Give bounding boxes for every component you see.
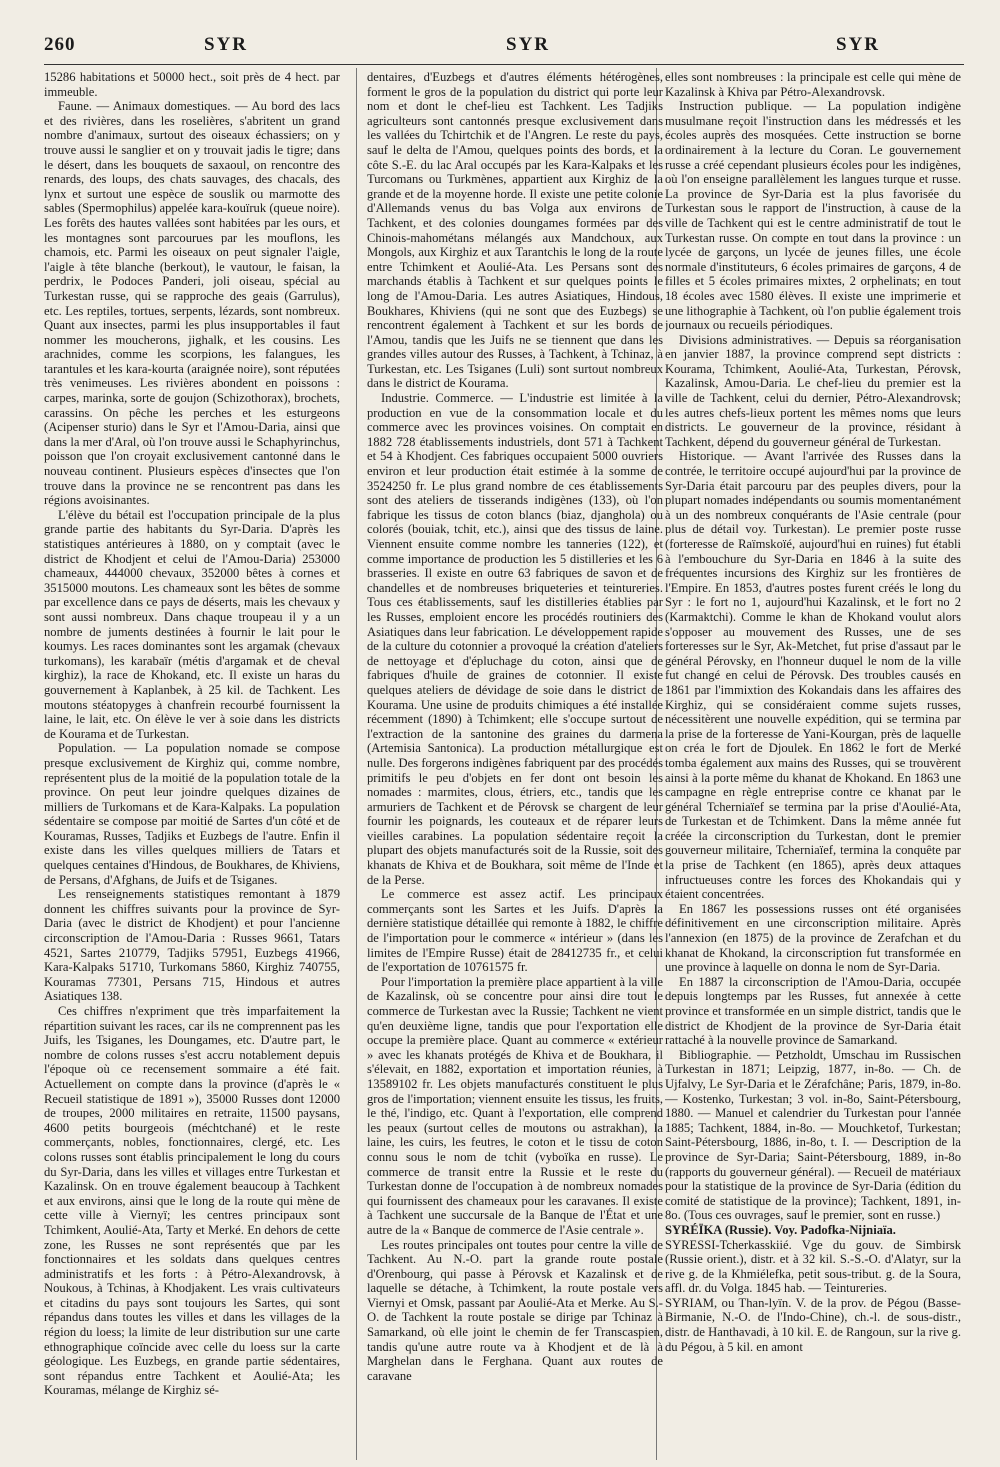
paragraph: dentaires, d'Euzbegs et d'autres éléments hétérogènes, forment le gros de la population du district qui porte leur nom et dont le chef-lieu est Tachkent. Les Tadjiks agriculteurs sont cantonnés presque exclusivement dans les vallées du Tchirtchik et de l'Angren. Le reste du pays, sauf le delta de l'Amou, quelques points des bords, et la côte S.-E. du lac Aral occupés par les Kara-Kalpaks et les Turcomans ou Turkmènes, appartient aux Kirghiz de la grande et de la moyenne horde. Il existe une petite colonie d'Allemands venus du bas Volga aux environs de Tachkent, et des colonies doungames formées par des Chinois-mahométans mélangés aux Mandchoux, aux Mongols, aux Kirghiz et aux Tarantchis le long de la route entre Tchimkent et Aoulié-Ata. Les Persans sont des marchands établis à Tachkent et sur quelques points le long de l'Amou-Daria. Les autres Asiatiques, Hindous, Boukhares, Khiviens (qui ne sont que des Euzbegs) se rencontrent également à Tachkent et sur les bords de l'Amou, tandis que les Juifs ne se tiennent que dans les grandes villes autour des Russes, à Tachkent, à Tchinaz, à Turkestan, etc. Les Tsiganes (Luli) sont surtout nombreux dans le district de Kourama.: [367, 70, 663, 391]
paragraph: Population. — La population nomade se compose presque exclusivement de Kirghiz qui, comme nombre, représentent plus de la moitié de la population totale de la province. On peut leur joindre quelques dizaines de milliers de Turkomans et de Kara-Kalpaks. La population sédentaire se compose par moitié de Sartes d'un côté et de Kouramas, Russes, Tadjiks et Euzbegs de l'autre. Enfin il existe dans les villes quelques milliers de Tatars et quelques centaines d'Hindous, de Boukhares, de Khiviens, de Persans, d'Afghans, de Juifs et de Tsiganes.: [44, 741, 340, 887]
paragraph: Ces chiffres n'expriment que très imparfaitement la répartition suivant les races, car ils ne comprennent pas les Juifs, les Tsiganes, les Doungames, etc. D'autre part, le nombre de colons russes s'est accru notablement depuis l'époque où ce recensement sommaire a été fait. Actuellement on compte dans la province (d'après le « Recueil statistique de 1891 »), 35000 Russes dont 12000 de troupes, 2000 militaires en retraite, 11500 paysans, 4600 petits bourgeois (méchtchané) et le reste commerçants, nobles, fonctionnaires, clergé, etc. Les colons russes sont établis principalement le long du cours du Syr-Daria, dans les villes et villages entre Turkestan et Kazalinsk. On en trouve également beaucoup à Tachkent et aux environs, ainsi que le long de la route qui mène de cette ville à Viernyï; les centres principaux sont Tchimkent, Aoulié-Ata, Tarty et Merké. En dehors de cette zone, les Russes ne sont représentés que par les fonctionnaires et les soldats dans quelques centres administratifs et les forts : à Pétro-Alexandrovsk, à Noukous, à Tchinas, à Khodjakent. Les vrais cultivateurs et citadins du pays sont toujours les Sartes, qui sont répandus dans toutes les villes et dans les villages de la région du loess; la limite de leur distribution sur une carte ethnographique coïncide avec celle du loess sur la carte géologique. Les Euzbegs, en grande partie sédentaires, sont répandus entre Tachkent et Aoulié-Ata; les Kouramas, mélange de Kirghiz sé-: [44, 1004, 340, 1398]
dictionary-entry: SYRESSI-Tcherkasskiié. Vge du gouv. de Simbirsk (Russie orient.), distr. et à 32 kil. S.-S.-O. d'Alatyr, sur la rive g. de la Khmiélefka, petit sous-tribut. g. de la Soura, affl. dr. du Volga. 1845 hab. — Teintureries.: [665, 1237, 961, 1296]
paragraph: Divisions administratives. — Depuis sa réorganisation en janvier 1887, la province comprend sept districts : Kourama, Tchimkent, Aoulié-Ata, Turkestan, Pérovsk, Kazalinsk, Amou-Daria. Le chef-lieu du premier est la ville de Tachkent, celui du dernier, Pétro-Alexandrovsk; les autres chefs-lieux portent les mêmes noms que leurs districts. Le gouverneur de la province, résidant à Tachkent, dépend du gouverneur général de Turkestan.: [665, 332, 961, 449]
running-title-left: SYR: [204, 34, 249, 55]
column-divider: [356, 68, 357, 1460]
running-title-right: SYR: [836, 34, 881, 55]
running-title-center: SYR: [506, 34, 551, 55]
paragraph: Le commerce est assez actif. Les principaux commerçants sont les Sartes et les Juifs. D'après la dernière statistique détaillée qui remonte à 1882, le chiffre de l'importation pour le commerce « intérieur » (dans les limites de l'Empire Russe) était de 28412735 fr., et celui de l'exportation de 10761575 fr.: [367, 887, 663, 975]
column-2: [367, 70, 663, 1455]
paragraph: Historique. — Avant l'arrivée des Russes dans la contrée, le territoire occupé aujourd'hui par la province de Syr-Daria était parcouru par des peuples divers, pour la plupart nomades indépendants ou soumis momentanément à un des nombreux conquérants de l'Asie centrale (pour plus de détail voy. Turkestan). Le premier poste russe (forteresse de Raïmskoïé, aujourd'hui en ruines) fut établi à l'embouchure du Syr-Daria en 1846 à la suite des fréquentes incursions des Kirghiz sur les frontières de l'Empire. En 1853, d'autres postes furent créés le long du Syr : le fort no 1, aujourd'hui Kazalinsk, et le fort no 2 (Karmaktchi). Comme le khan de Khokand voulut alors s'opposer au mouvement des Russes, une de ses forteresses sur le Syr, Ak-Metchet, fut prise d'assaut par le général Pérovsky, en l'honneur duquel le nom de la ville fut changé en celui de Pérovsk. Des troubles causés en 1861 par l'immixtion des Kokandais dans les affaires des Kirghiz, qui se considéraient comme sujets russes, nécessitèrent une nouvelle expédition, qui se termina par la prise de la forteresse de Yani-Kourgan, près de laquelle on créa le fort de Djoulek. En 1862 le fort de Merké tomba également aux mains des Russes, qui se trouvèrent ainsi à la porte même du khanat de Khokand. En 1863 une campagne en règle entreprise contre ce khanat par le général Tcherniaïef se termina par la prise d'Aoulié-Ata, de Turkestan et de Tchimkent. Dans la même année fut créée la circonscription du Turkestan, dont le premier gouverneur militaire, Tcherniaïef, termina la conquête par la prise de Tachkent (en 1865), après deux attaques infructueuses contre les forces des Khokandais qui y étaient concentrées.: [665, 449, 961, 902]
paragraph: L'élève du bétail est l'occupation principale de la plus grande partie des habitants du Syr-Daria. D'après les statistiques antérieures à 1880, on y comptait (avec le district de Khodjent et celui de l'Amou-Daria) 253000 chameaux, 444000 chevaux, 352000 bêtes à cornes et 3515000 moutons. Les chameaux sont les bêtes de somme par excellence dans ce pays de déserts, mais les chevaux y sont aussi nombreux. Dans chaque troupeau il y a un nombre de juments destinées à fournir le lait pour le koumys. Les races dominantes sont les argamak (chevaux turkomans), les karabaïr (métis d'argamak et de cheval kirghiz), la race de Khokand, etc. Il existe un haras du gouvernement à Kaplanbek, à 25 kil. de Tachkent. Les moutons stéatopyges à chanfrein recourbé fournissent la laine, le lait, etc. On élève le ver à soie dans les districts de Kourama et de Turkestan.: [44, 507, 340, 741]
paragraph: En 1867 les possessions russes ont été organisées définitivement en une circonscription militaire. Après l'annexion (en 1875) de la province de Zerafchan et du khanat de Khokand, la circonscription fut transformée en une province à laquelle on donna le nom de Syr-Daria.: [665, 901, 961, 975]
paragraph: Les renseignements statistiques remontant à 1879 donnent les chiffres suivants pour la province de Syr-Daria (avec le district de Khodjent) et pour l'ancienne circonscription de l'Amou-Daria : Russes 9661, Tatars 4521, Sartes 210779, Tadjiks 57951, Euzbegs 41966, Kara-Kalpaks 51710, Turkomans 5860, Kirghiz 740755, Kouramas 77301, Persans 715, Hindous et autres Asiatiques 138.: [44, 887, 340, 1004]
page-header: [44, 34, 964, 64]
page-number: 260: [44, 34, 76, 55]
paragraph: Pour l'importation la première place appartient à la ville de Kazalinsk, où se concentre pour ainsi dire tout le commerce de Turkestan avec la Russie; Tachkent ne vient qu'en deuxième ligne, tandis que pour l'exportation elle occupe la première place. Quant au commerce « extérieur » avec les khanats protégés de Khiva et de Boukhara, il s'élevait, en 1882, exportation et importation réunies, à 13589102 fr. Les objets manufacturés constituent le plus gros de l'importation; viennent ensuite les tissus, les fruits, le thé, l'indigo, etc. Quant à l'exportation, elle comprend les peaux (surtout celles de moutons ou astrakhan), la laine, les cuirs, les feutres, le coton et le tissu de coton connu sous le nom de tchit (vyboïka en russe). Le commerce de transit entre la Russie et le reste du Turkestan donne de l'occupation à de nombreux nomades qui fournissent des chameaux pour les caravanes. Il existe à Tachkent une succursale de la Banque de l'État et une autre de la « Banque de commerce de l'Asie centrale ».: [367, 974, 663, 1237]
dictionary-entry: SYRIAM, ou Than-lyïn. V. de la prov. de Pégou (Basse-Birmanie, N.-O. de l'Indo-Chine), ch.-l. de sous-distr., distr. de Hanthavadi, à 10 kil. E. de Rangoun, sur la rive g. du Pégou, à 5 kil. en amont: [665, 1295, 961, 1354]
column-1: [44, 70, 340, 1455]
paragraph: Industrie. Commerce. — L'industrie est limitée à la production en vue de la consommation locale et du commerce avec les provinces voisines. On comptait en 1882 728 établissements industriels, dont 571 à Tachkent et 54 à Khodjent. Ces fabriques occupaient 5000 ouvriers environ et leur production était estimée à la somme de 3524250 fr. Le plus grand nombre de ces établissements sont des ateliers de tisserands indigènes (133), où l'on fabrique les tissus de coton blancs (biaz, djanghola) ou colorés (bouiak, tchit, etc.), ainsi que des tissus de laine. Viennent ensuite comme nombre les tanneries (122), et comme importance de production les 5 distilleries et les 6 brasseries. Il existe en outre 63 fabriques de savon et de chandelles et de nombreuses briqueteries et teintureries. Tous ces établissements, sauf les distilleries établies par les Russes, emploient encore les procédés routiniers des Asiatiques dans leur fabrication. Le développement rapide de la culture du cotonnier a provoqué la création d'ateliers de nettoyage et d'épluchage du coton, ainsi que de fabriques d'huile de graines de cotonnier. Il existe quelques ateliers de dévidage de soie dans le district de Kourama. Une usine de produits chimiques a été installée récemment (1890) à Tchimkent; elle s'occupe surtout de l'extraction de la santonine des graines du darmena (Artemisia Santonica). La production métallurgique est nulle. Des forgerons indigènes fabriquent par des procédés primitifs le peu d'objets en fer dont ont besoin les nomades : marmites, clous, étriers, etc., tandis que les armuriers de Tachkent et de Pérovsk se chargent de leur fournir les poignards, les couteaux et de réparer leurs vieilles carabines. La population sédentaire reçoit la plupart des objets manufacturés soit de la Russie, soit des khanats de Khiva et de Boukhara, soit même de l'Inde et de la Perse.: [367, 391, 663, 887]
paragraph: Les routes principales ont toutes pour centre la ville de Tachkent. Au N.-O. part la grande route postale d'Orenbourg, qui passe à Pérovsk et Kazalinsk et de laquelle se détache, à Tchimkent, la route postale vers Viernyi et Omsk, passant par Aoulié-Ata et Merke. Au S.-O. de Tachkent la route postale se dirige par Tchinaz à Samarkand, où elle joint le chemin de fer Transcaspien, tandis qu'une autre route va à Khodjent et de là à Marghelan dans le Ferghana. Quant aux routes de caravane: [367, 1237, 663, 1383]
column-3: [665, 70, 961, 1455]
dictionary-entry: SYRÉÏKA (Russie). Voy. Padofka-Nijniaïa.: [665, 1222, 896, 1237]
header-rule: [44, 64, 964, 65]
paragraph: 15286 habitations et 50000 hect., soit près de 4 hect. par immeuble.: [44, 70, 340, 99]
paragraph: Faune. — Animaux domestiques. — Au bord des lacs et des rivières, dans les roselières, s'abritent un grand nombre d'animaux, surtout des oiseaux échassiers; on y trouve aussi le sanglier et on y trouvait jadis le tigre; dans le désert, dans les bouquets de saxaoul, on rencontre des renards, des loups, des chats sauvages, des chacals, des lynx et surtout une espèce de souslik ou marmotte des sables (Spermophilus) appelée kara-kouïruk (queue noire). Les forêts des hautes vallées sont habitées par les ours, et les montagnes sont parcourues par les mouflons, les chamois, etc. Parmi les oiseaux on peut signaler l'aigle, l'aigle à tête blanche (berkout), le vautour, le faisan, la perdrix, le Podoces Panderi, joli oiseau, spécial au Turkestan russe, qui se rapproche des geais (Garrulus), etc. Les reptiles, tortues, serpents, lézards, sont nombreux. Quant aux insectes, parmi les plus insupportables il faut nommer les moucherons, jighalk, et les cousins. Les arachnides, comme les scorpions, les falangues, les tarantules et les kara-kourta (araignée noire), sont réputées très venimeuses. Les rivières abondent en poissons : carpes, marinka, sorte de goujon (Schizothorax), brochets, carassins. On pêche les perches et les esturgeons (Acipenser sturio) dans le Syr et l'Amou-Daria, ainsi que dans la mer d'Aral, où l'on trouve aussi le Schaphyrinchus, poisson que l'on croyait exclusivement cantonné dans le nouveau continent. Plusieurs espèces d'insectes que l'on trouve dans la province ne se rencontrent pas dans les régions avoisinantes.: [44, 99, 340, 508]
paragraph: En 1887 la circonscription de l'Amou-Daria, occupée depuis longtemps par les Russes, fut annexée à cette province et transformée en un simple district, tandis que le district de Khodjent de la province de Syr-Daria était rattaché à la nouvelle province de Samarkand.: [665, 974, 961, 1048]
paragraph: Instruction publique. — La population indigène musulmane reçoit l'instruction dans les médressés et les écoles auprès des mosquées. Cette instruction se borne ordinairement à la lecture du Coran. Le gouvernement russe a créé cependant plusieurs écoles pour les indigènes, où l'on enseigne parallèlement les langues turque et russe. La province de Syr-Daria est la plus favorisée du Turkestan sous le rapport de l'instruction, à cause de la ville de Tachkent qui est le centre administratif de tout le Turkestan russe. On compte en tout dans la province : un lycée de garçons, un lycée de jeunes filles, une école normale d'instituteurs, 6 écoles primaires de garçons, 4 de filles et 5 écoles primaires mixtes, 2 orphelinats; en tout 18 écoles avec 1580 élèves. Il existe une imprimerie et une lithographie à Tachkent, où l'on publie également trois journaux ou recueils périodiques.: [665, 99, 961, 333]
paragraph: elles sont nombreuses : la principale est celle qui mène de Kazalinsk à Khiva par Pétro-Alexandrovsk.: [665, 70, 961, 99]
paragraph: Bibliographie. — Petzholdt, Umschau im Russischen Turkestan in 1871; Leipzig, 1877, in-8o. — Ch. de Ujfalvy, Le Syr-Daria et le Zérafchâne; Paris, 1879, in-8o. — Kostenko, Turkestan; 3 vol. in-8o, Saint-Pétersbourg, 1880. — Manuel et calendrier du Turkestan pour l'année 1885; Tachkent, 1884, in-8o. — Mouchketof, Turkestan; Saint-Pétersbourg, 1886, in-8o, t. I. — Description de la province de Syr-Daria; Saint-Pétersbourg, 1889, in-8o (rapports du gouverneur général). — Recueil de matériaux pour la statistique de la province de Syr-Daria (édition du comité de statistique de la province); Tachkent, 1891, in-8o. (Tous ces ouvrages, sauf le premier, sont en russe.): [665, 1047, 961, 1223]
